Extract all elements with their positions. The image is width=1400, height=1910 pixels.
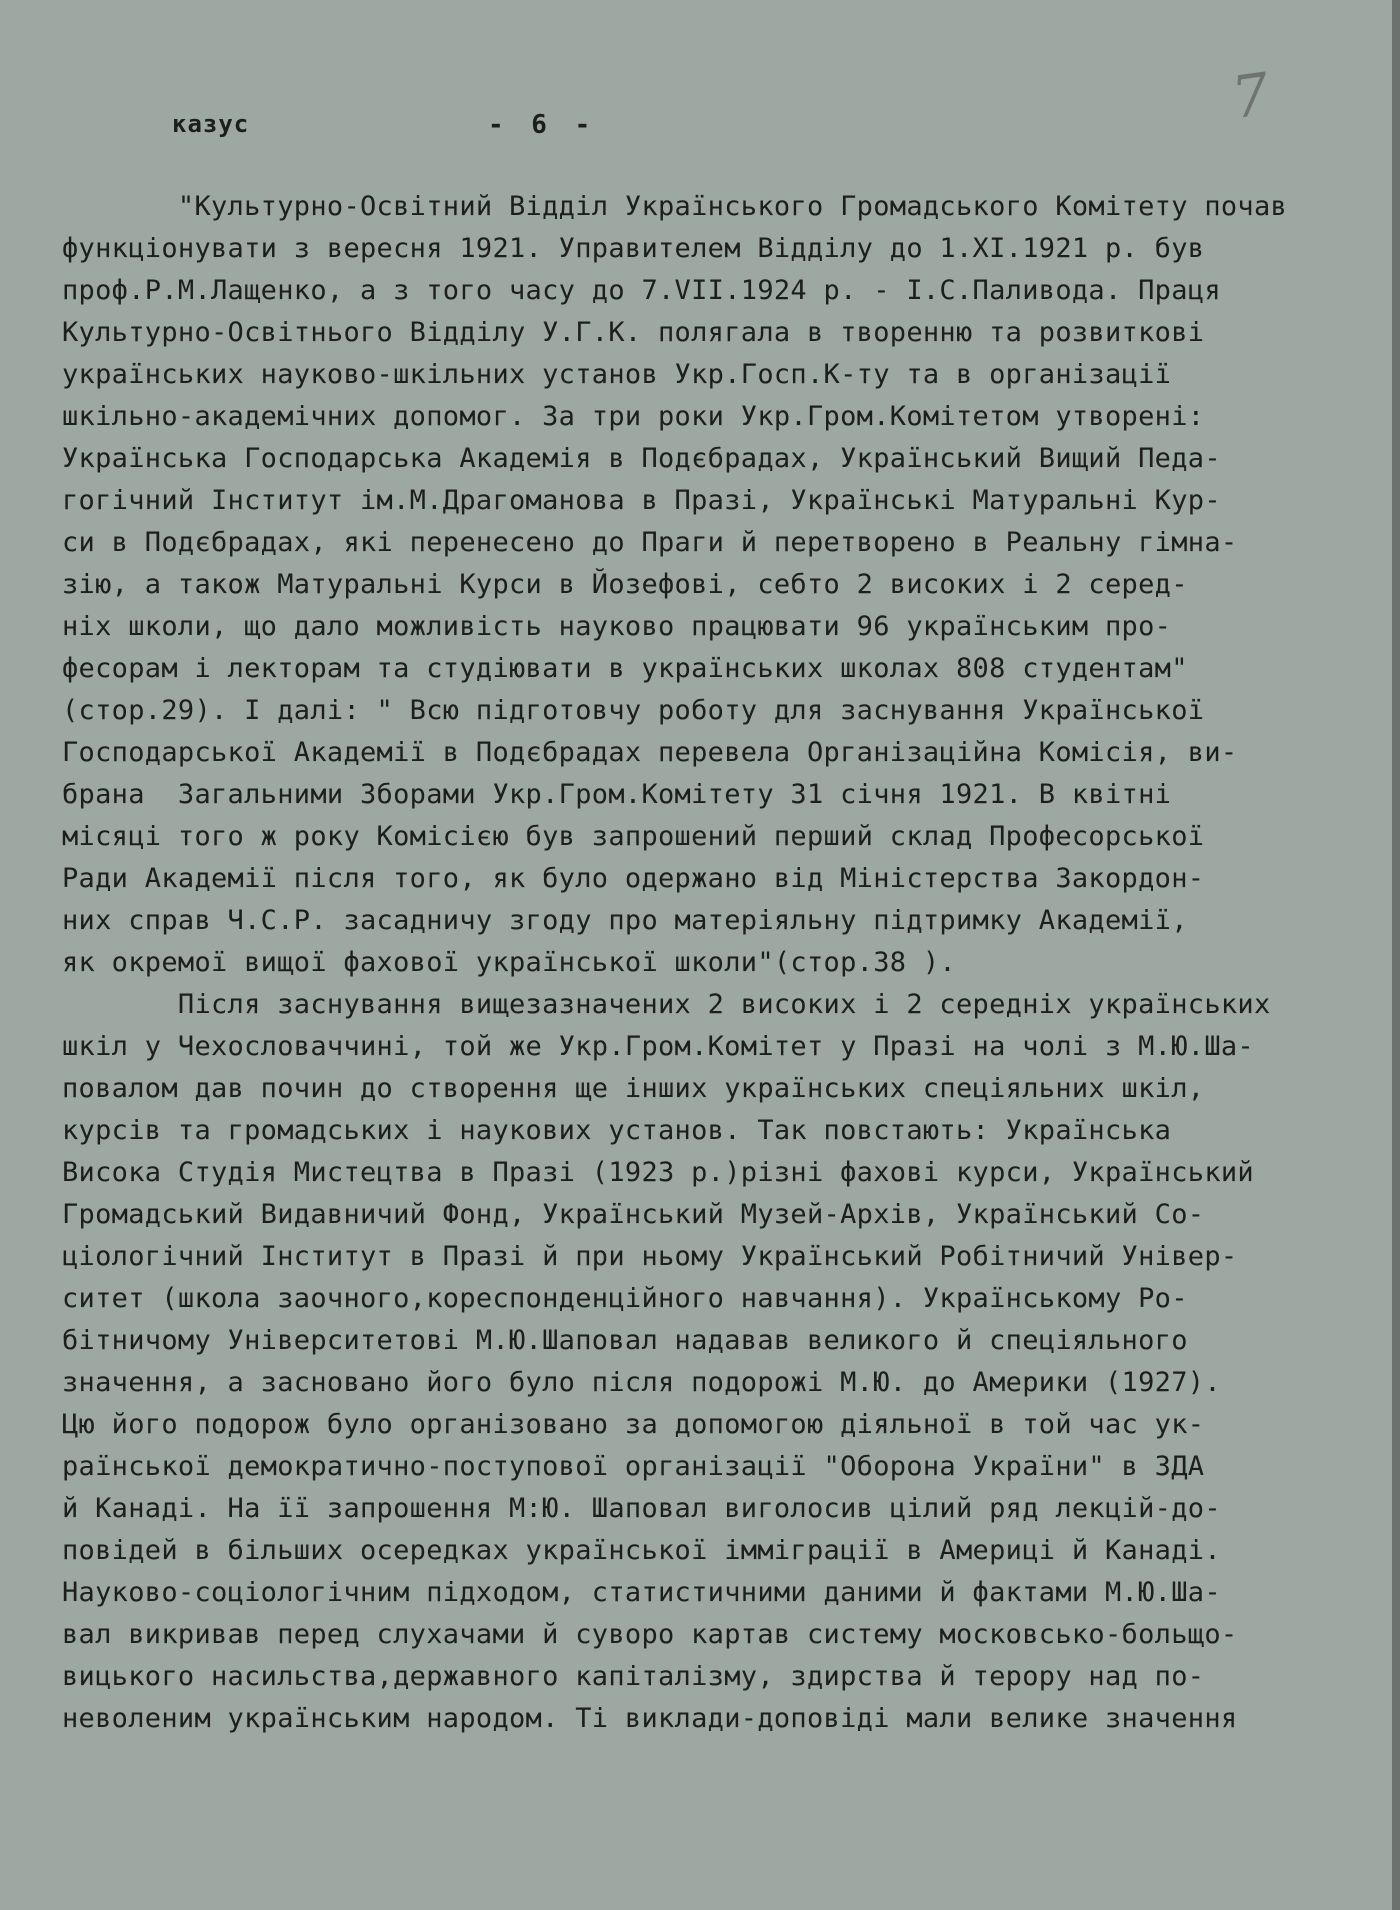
text-line: шкільно-академічних допомог. За три роки Укр.Гром.Комітетом утворені:: [62, 401, 1205, 432]
text-line: Культурно-Освітнього Відділу У.Г.К. полягала в творенню та розвиткові: [62, 317, 1205, 348]
text-line: "Культурно-Освітний Відділ Українського Громадського Комітету почав: [62, 191, 1288, 222]
text-line: Після заснування вищезазначених 2 високих і 2 середніх українських: [62, 989, 1271, 1020]
text-line: гогічний Інститут ім.М.Драгоманова в Празі, Українські Матуральні Кур-: [62, 485, 1221, 516]
text-line: ціологічний Інститут в Празі й при ньому Український Робітничий Універ-: [62, 1241, 1238, 1272]
text-line: функціонувати з вересня 1921. Управителем Відділу до 1.XI.1921 р. був: [62, 233, 1205, 264]
text-line: них справ Ч.С.Р. засадничу згоду про матеріяльну підтримку Академії,: [62, 905, 1188, 936]
text-line: шкіл у Чехословаччині, той же Укр.Гром.Комітет у Празі на чолі з М.Ю.Ша-: [62, 1031, 1254, 1062]
folio-number: 7: [1227, 59, 1274, 133]
text-line: повалом дав почин до створення ще інших українських спеціяльних шкіл,: [62, 1073, 1205, 1104]
text-line: Господарської Академії в Подєбрадах перевела Організаційна Комісія, ви-: [62, 737, 1238, 768]
text-line: неволеним українським народом. Ті виклади-доповіді мали велике значення: [62, 1703, 1238, 1734]
text-line: як окремої вищої фахової української школи"(стор.38 ).: [62, 947, 956, 978]
text-line: й Канаді. На її запрошення М:Ю. Шаповал виголосив цілий ряд лекцій-до-: [62, 1493, 1221, 1524]
text-line: фесорам і лекторам та студіювати в українських школах 808 студентам": [62, 653, 1188, 684]
text-line: бітничому Університетові М.Ю.Шаповал надавав великого й спеціяльного: [62, 1325, 1188, 1356]
typed-body-text: [62, 186, 1352, 1740]
text-line: значення, а засновано його було після подорожі М.Ю. до Америки (1927).: [62, 1367, 1221, 1398]
text-line: брана Загальними Зборами Укр.Гром.Комітету 31 січня 1921. В квітні: [62, 779, 1172, 810]
text-line: курсів та громадських і наукових установ. Так повстають: Українська: [62, 1115, 1172, 1146]
text-line: Цю його подорож було організовано за допомогою діяльної в той час ук-: [62, 1409, 1205, 1440]
text-line: повідей в більших осередках української імміграції в Америці й Канаді.: [62, 1535, 1221, 1566]
text-line: ніх школи, що дало можливість науково працювати 96 українським про-: [62, 611, 1172, 642]
text-line: си в Подєбрадах, які перенесено до Праги й перетворено в Реальну гімна-: [62, 527, 1238, 558]
page-number: - 6 -: [488, 110, 597, 140]
text-line: місяці того ж року Комісією був запрошений перший склад Професорської: [62, 821, 1205, 852]
text-line: проф.Р.М.Лащенко, а з того часу до 7.VII.1924 р. - І.С.Паливода. Праця: [62, 275, 1221, 306]
text-line: Українська Господарська Академія в Подєбрадах, Український Вищий Педа-: [62, 443, 1221, 474]
text-line: (стор.29). І далі: " Всю підготовчу роботу для заснування Української: [62, 695, 1205, 726]
text-line: вицького насильства,державного капіталізму, здирства й терору над по-: [62, 1661, 1205, 1692]
text-line: Ради Академії після того, як було одержано від Міністерства Закордон-: [62, 863, 1205, 894]
text-line: Громадський Видавничий Фонд, Український Музей-Архів, Український Со-: [62, 1199, 1205, 1230]
header-stub: казус: [172, 110, 250, 138]
text-line: раїнської демократично-поступової організації "Оборона України" в ЗДА: [62, 1451, 1205, 1482]
text-line: Науково-соціологічним підходом, статистичними даними й фактами М.Ю.Ша-: [62, 1577, 1221, 1608]
text-line: українських науково-шкільних установ Укр.Госп.К-ту та в організації: [62, 359, 1172, 390]
text-line: ситет (школа заочного,кореспонденційного навчання). Українському Ро-: [62, 1283, 1188, 1314]
text-line: вал викривав перед слухачами й суворо картав систему московсько-больщо-: [62, 1619, 1238, 1650]
text-line: зію, а також Матуральні Курси в Йозефові, себто 2 високих і 2 серед-: [62, 569, 1188, 600]
text-line: Висока Студія Мистецтва в Празі (1923 р.)різні фахові курси, Український: [62, 1157, 1254, 1188]
